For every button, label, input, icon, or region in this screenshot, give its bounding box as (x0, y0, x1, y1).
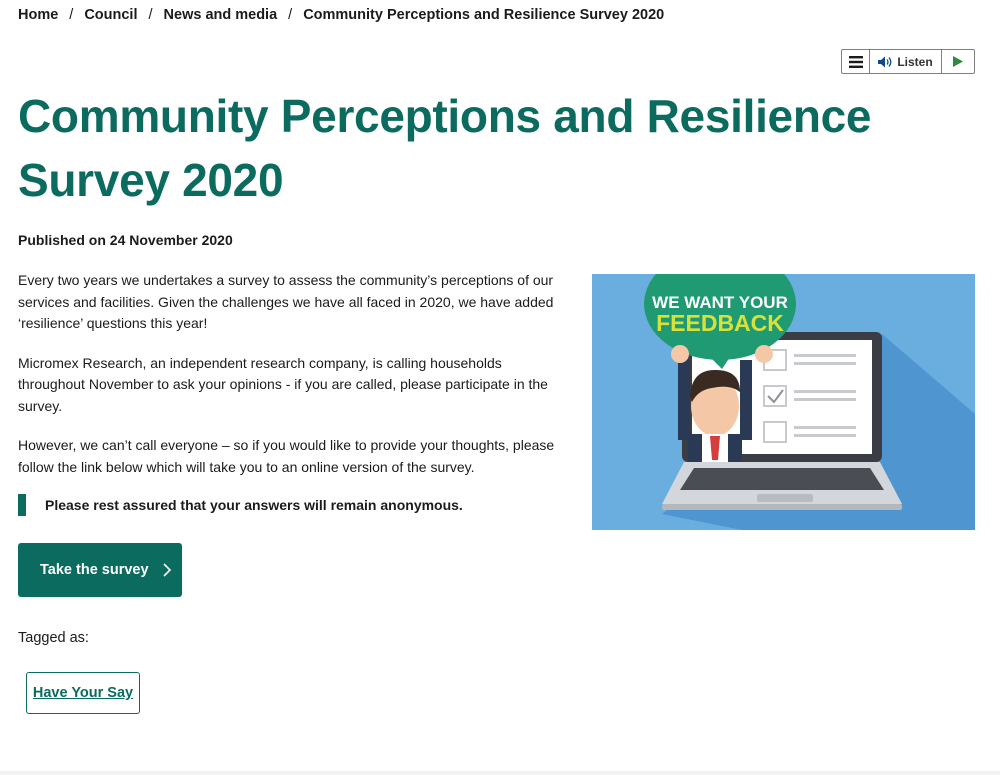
play-icon (953, 56, 963, 67)
breadcrumb-separator: / (69, 7, 74, 23)
breadcrumb (18, 7, 664, 23)
play-button[interactable] (942, 50, 974, 73)
chevron-right-icon (163, 563, 171, 577)
feedback-illustration-graphic (592, 274, 975, 530)
paragraph: However, we can’t call everyone – so if you would like to provide your thoughts, please follow the link below which will take you to an online version of the survey. (18, 437, 555, 475)
breadcrumb-separator: / (148, 7, 153, 23)
listen-button[interactable] (870, 50, 942, 73)
bubble-line2: FEEDBACK (656, 310, 784, 336)
hamburger-icon (849, 56, 863, 68)
take-survey-label: Take the survey (40, 562, 149, 578)
footer-divider (0, 771, 1000, 775)
breadcrumb-current: Community Perceptions and Resilience Survey 2020 (303, 7, 665, 23)
tagged-label: Tagged as: (18, 630, 89, 646)
callout-text: Please rest assured that your answers will remain anonymous. (45, 497, 463, 513)
listen-widget (841, 49, 975, 74)
breadcrumb-separator: / (288, 7, 293, 23)
listen-label: Listen (897, 54, 933, 69)
tag-have-your-say[interactable]: Have Your Say (26, 672, 140, 714)
article-body (18, 270, 566, 496)
breadcrumb-council[interactable]: Council (84, 7, 138, 23)
breadcrumb-home[interactable]: Home (18, 7, 59, 23)
feedback-illustration (592, 274, 975, 530)
anonymous-callout (18, 494, 463, 516)
page-title: Community Perceptions and Resilience Survey 2020 (18, 90, 872, 206)
published-date: Published on 24 November 2020 (18, 232, 233, 248)
speaker-icon (878, 56, 893, 68)
paragraph: Micromex Research, an independent research company, is calling households throughout November to ask your opinions - if you are called, please participate in the survey. (18, 354, 548, 414)
callout-bar (18, 494, 26, 516)
bubble-line1: WE WANT YOUR (652, 293, 788, 312)
breadcrumb-news-and-media[interactable]: News and media (163, 7, 278, 23)
take-survey-button[interactable] (18, 543, 182, 597)
listen-menu-button[interactable] (842, 50, 870, 73)
paragraph: Every two years we undertakes a survey to assess the community’s perceptions of our services and facilities. Given the challenges we have all faced in 2020, we have added ‘resilience’ questions this year! (18, 272, 554, 331)
